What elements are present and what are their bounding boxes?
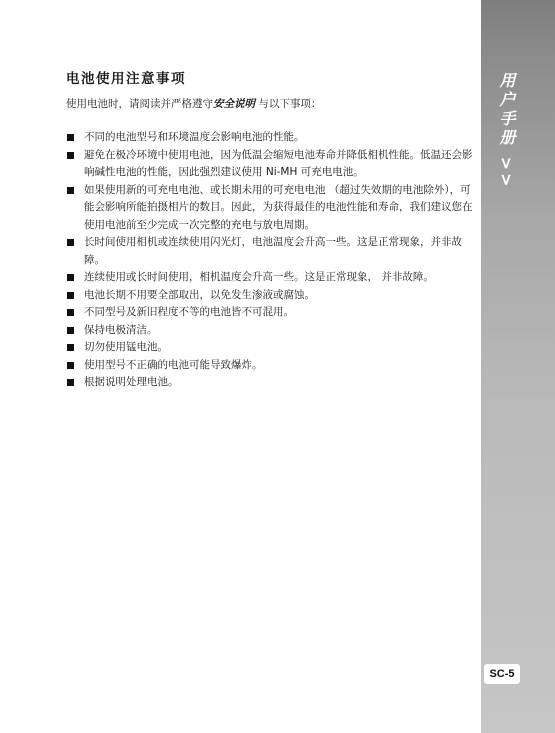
intro-emphasis: 安全说明: [213, 98, 255, 110]
section-tab-label: 用户手册 >>: [497, 72, 516, 190]
list-item: [66, 287, 476, 305]
list-item: [66, 339, 476, 357]
main-content: [66, 70, 476, 392]
list-item-text: 保持电极清洁。: [84, 323, 158, 336]
intro-after: 与以下事项：: [258, 98, 322, 110]
list-item-text: 不同的电池型号和环境温度会影响电池的性能。: [84, 131, 305, 143]
square-bullet-icon: [67, 309, 74, 316]
square-bullet-icon: [67, 187, 74, 194]
list-item-text: 使用型号不正确的电池可能导致爆炸。: [84, 358, 263, 371]
list-item-text: 连续使用或长时间使用，相机温度会升高一些。这是正常现象， 并非故障。: [84, 271, 434, 283]
square-bullet-icon: [67, 152, 74, 159]
list-item-text: 如果使用新的可充电电池、或长期未用的可充电电池 （超过失效期的电池除外），可能会影响所能拍摄相片的数目。因此，为获得最佳的电池性能和寿命，我们建议您在使用电池前至少完成一次完整的充电与放电周期。: [84, 183, 473, 231]
square-bullet-icon: [67, 344, 74, 351]
square-bullet-icon: [67, 292, 74, 299]
page-number: SC-5: [484, 664, 520, 684]
square-bullet-icon: [67, 327, 74, 334]
list-item: [66, 129, 476, 147]
square-bullet-icon: [67, 379, 74, 386]
list-item: [66, 182, 476, 235]
page-title: 电池使用注意事项: [66, 71, 186, 87]
list-item-text: 根据说明处理电池。: [84, 376, 179, 388]
list-item: [66, 357, 476, 375]
list-item-text: 切勿使用锰电池。: [84, 341, 168, 353]
square-bullet-icon: [67, 239, 74, 246]
list-item: [66, 322, 476, 340]
list-item-text: 避免在极冷环境中使用电池，因为低温会缩短电池寿命并降低相机性能。低温还会影响碱性电池的性能，因此强烈建议使用 Ni-MH 可充电电池。: [84, 148, 473, 178]
list-item-text: 长时间使用相机或连续使用闪光灯，电池温度会升高一些。这是正常现象，并非故障。: [84, 236, 462, 266]
square-bullet-icon: [67, 274, 74, 281]
intro-before: 使用电池时，请阅读并严格遵守: [66, 98, 213, 110]
list-item-text: 电池长期不用要全部取出，以免发生渗液或腐蚀。: [84, 288, 315, 301]
list-item-text: 不同型号及新旧程度不等的电池皆不可混用。: [84, 306, 294, 318]
notes-list: [66, 129, 476, 392]
list-item: [66, 304, 476, 322]
list-item: [66, 234, 476, 269]
intro-text: [66, 97, 476, 112]
list-item: [66, 269, 476, 287]
list-item: [66, 374, 476, 392]
list-item: [66, 147, 476, 182]
square-bullet-icon: [67, 362, 74, 369]
square-bullet-icon: [67, 134, 74, 141]
